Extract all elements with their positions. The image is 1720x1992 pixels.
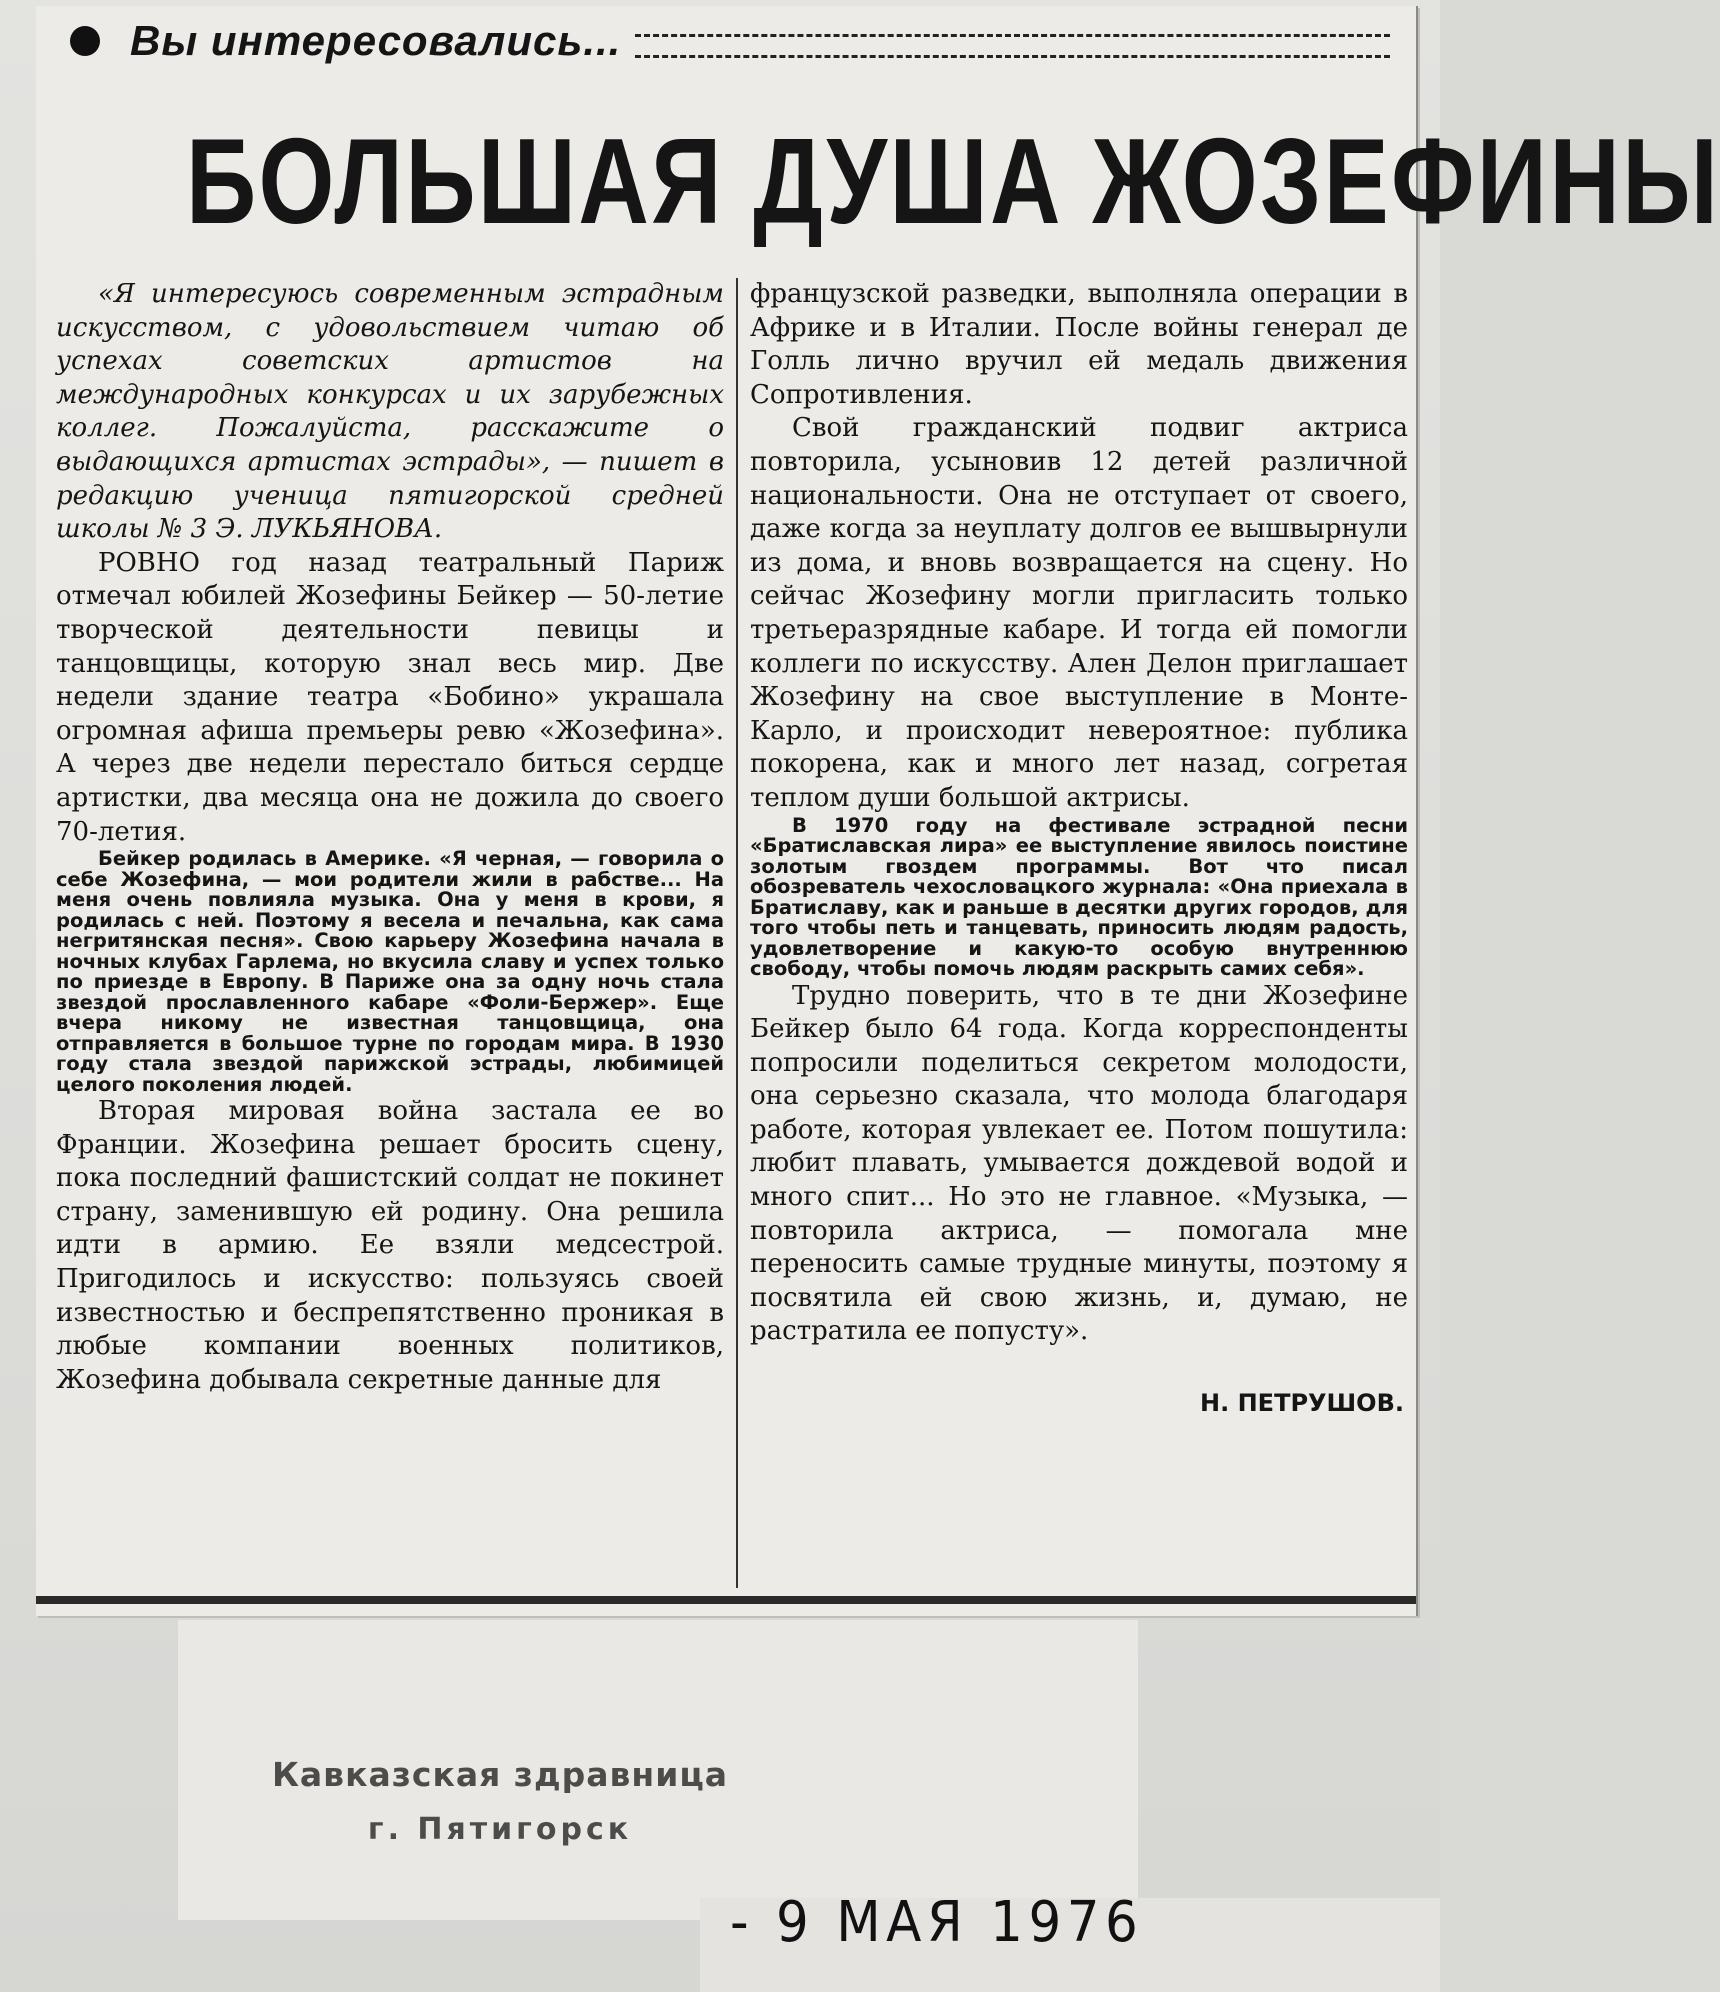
small-print-block: [750, 813, 1408, 980]
paragraph: Бейкер родилась в Америке. «Я черная, — говорила о себе Жозефина, — мои родители жили в рабстве... На меня очень повлияла музыка. Она у меня в крови, я родилась с ней. Поэтому я весела и печальна, как сама негритянская песня». Свою карьеру Жозефина начала в ночных клубах Гарлема, но вкусила славу и успех только по приезде в Европу. В Париже она за одну ночь стала звездой прославленного кабаре «Фоли-Бержер». Еще вчера никому не известная танцовщица, она отправляется в большое турне по городам мира. В 1930 году стала звездой парижской эстрады, любимицей целого поколения людей.: [56, 847, 724, 1096]
wavy-rule: [635, 34, 1390, 58]
paragraph: Свой гражданский подвиг актриса повторила, усыновив 12 детей различной национальности. Она не отступает от своего, даже когда за неуплату долгов ее вышвырнули из дома, и вновь возвращается на сцену. Но сейчас Жозефину могли пригласить только третьеразрядные кабаре. И тогда ей помогли коллеги по искусству. Ален Делон приглашает Жозефину на свое выступление в Монте-Карло, и происходит невероятное: публика покорена, как и много лет назад, согретая теплом души большой актрисы.: [750, 413, 1408, 813]
paragraph: Вторая мировая война застала ее во Франции. Жозефина решает бросить сцену, пока последний фашистский солдат не покинет страну, заменившую ей родину. Она решила идти в армию. Ее взяли медсестрой. Пригодилось и искусство: пользуясь своей известностью и беспрепятственно проникая в любые компании военных политиков, Жозефина добывала секретные данные для: [56, 1096, 724, 1395]
bottom-rule: [36, 1596, 1416, 1604]
bullet-icon: [70, 26, 100, 56]
reader-letter: «Я интересуюсь современным эстрадным искусством, с удовольствием читаю об успехах советских артистов на международных конкурсах и их зарубежных коллег. Пожалуйста, расскажите о выдающихся артистах эстрады», — пишет в редакцию ученица пятигорской средней школы № 3 Э. ЛУКЬЯНОВА.: [56, 279, 724, 545]
newspaper-clipping: [36, 6, 1720, 1616]
right-column: [750, 278, 1408, 1421]
small-print-block: [56, 849, 724, 1095]
author-signature: Н. ПЕТРУШОВ.: [1200, 1389, 1404, 1418]
stamp-newspaper-name: Кавказская здравница: [271, 1755, 729, 1794]
paragraph: РОВНО год назад театральный Париж отмечал юбилей Жозефины Бейкер — 50-летие творческой деятельности певицы и танцовщицы, которую знал весь мир. Две недели здание театра «Бобино» украшала огромная афиша премьеры ревю «Жозефина». А через две недели перестало биться сердце артистки, два месяца она не дожила до своего 70-летия.: [56, 547, 724, 847]
paragraph: В 1970 году на фестивале эстрадной песни «Братиславская лира» ее выступление явилось поистине золотым гвоздем программы. Вот что писал обозреватель чехословацкого журнала: «Она приехала в Братиславу, как и раньше в десятки других городов, для того чтобы петь и танцевать, приносить людям радость, удовлетворение и какую-то особую внутреннюю свободу, чтобы помочь людям раскрыть самих себя».: [750, 813, 1408, 980]
paragraph: французской разведки, выполняла операции в Африке и в Италии. После войны генерал де Голль лично вручил ей медаль движения Сопротивления.: [750, 279, 1408, 410]
stamp-city: г. Пятигорск: [367, 1812, 633, 1847]
handwritten-date: - 9 МАЯ 1976: [730, 1890, 1144, 1955]
headline: БОЛЬШАЯ ДУША ЖОЗЕФИНЫ: [186, 113, 1720, 249]
left-column: [56, 278, 724, 1397]
newspaper-stamp: [200, 1755, 800, 1847]
paragraph: Трудно поверить, что в те дни Жозефине Бейкер было 64 года. Когда корреспонденты попросили поделиться секретом молодости, она серьезно сказала, что молода благодаря работе, которая увлекает ее. Потом пошутила: любит плавать, умывается дождевой водой и много спит... Но это не главное. «Музыка, — повторила актриса, — помогала мне переносить самые трудные минуты, поэтому я посвятила ей свою жизнь, и, думаю, не растратила ее попусту».: [750, 980, 1408, 1347]
column-divider: [736, 278, 738, 1588]
rubric-label: Вы интересовались...: [130, 17, 622, 64]
rubric: [70, 12, 1390, 70]
